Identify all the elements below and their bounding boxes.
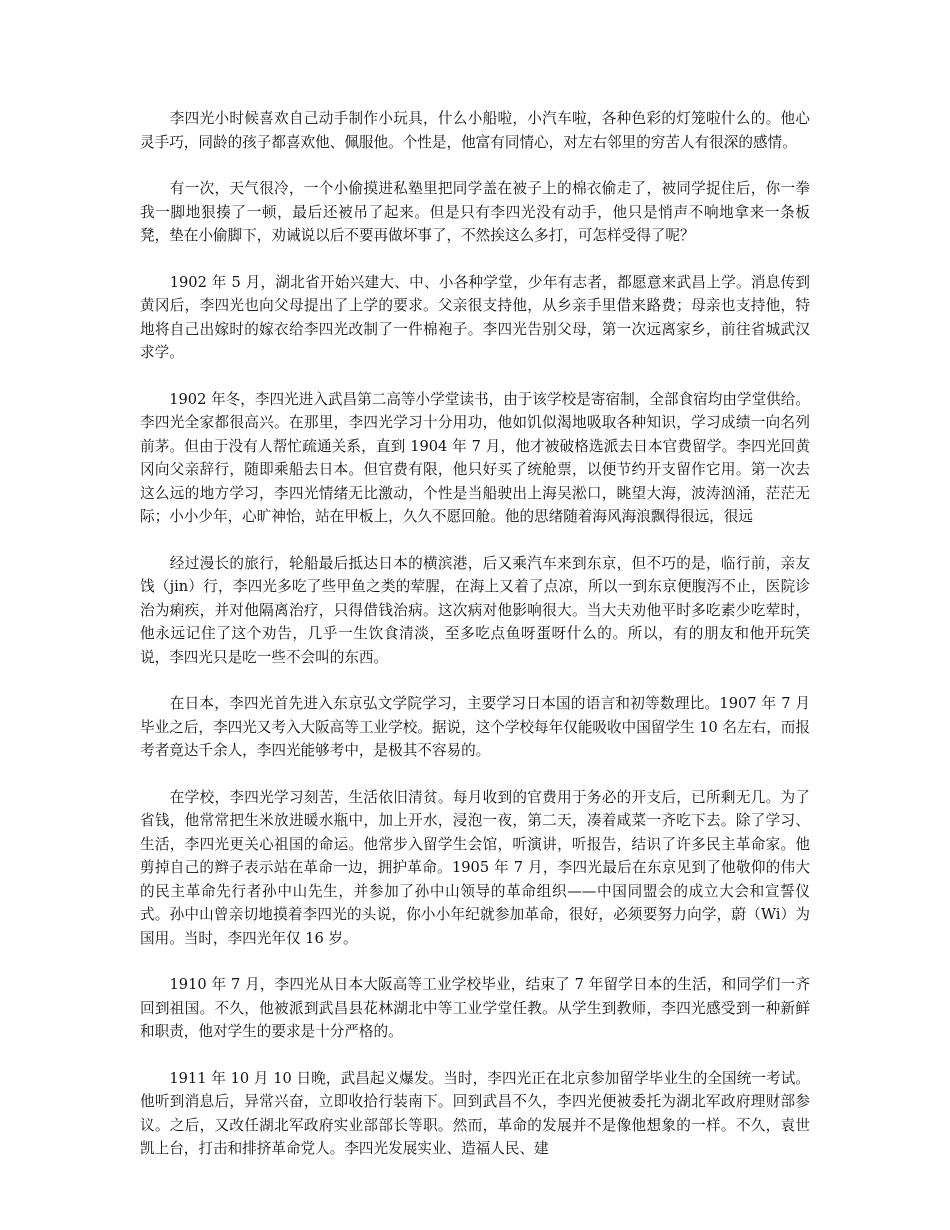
paragraph-1911-uprising: 1911 年 10 月 10 日晚，武昌起义爆发。当时，李四光正在北京参加留学毕业生的全国统一考试。他听到消息后，异常兴奋，立即收拾行装南下。回到武昌不久，李四光便被委托为湖北军政府理财部参议。之后，又改任湖北军政府实业部部长等职。然而，革命的发展并不是像他想象的一样。不久，袁世凯上台，打击和排挤革命党人。李四光发展实业、造福人民、建 — [140, 1069, 810, 1157]
paragraph-study-japan: 在日本，李四光首先进入东京弘文学院学习，主要学习日本国的语言和初等数理比。1907 年 7 月毕业之后，李四光又考入大阪高等工业学校。据说，这个学校每年仅能吸收中国留学生 10 名左右，而报考者竟达千余人，李四光能够考中，是极其不容易的。 — [140, 695, 810, 759]
paragraph-1902-may: 1902 年 5 月，湖北省开始兴建大、中、小各种学堂，少年有志者，都愿意来武昌上学。消息传到黄冈后，李四光也向父母提出了上学的要求。父亲很支持他，从乡亲手里借来路费；母亲也支持他，特地将自己出嫁时的嫁衣给李四光改制了一件棉袍子。李四光告别父母，第一次远离家乡，前往省城武汉求学。 — [140, 273, 810, 361]
paragraph-1902-winter: 1902 年冬，李四光进入武昌第二高等小学堂读书，由于该学校是寄宿制，全部食宿均由学堂供给。李四光全家都很高兴。在那里，李四光学习十分用功，他如饥似渴地吸取各种知识，学习成绩一向名列前茅。但由于没有人帮忙疏通关系，直到 1904 年 7 月，他才被破格选派去日本官费留学。李四光回黄冈向父亲辞行，随即乘船去日本。但官费有限，他只好买了统舱票，以便节约开支留作它用。第一次去这么远的地方学习，李四光情绪无比激动，个性是当船驶出上海吴淞口，眺望大海，波涛汹涌，茫茫无际；小小少年，心旷神怡，站在甲板上，久久不愿回舱。他的思绪随着海风海浪飘得很远，很远 — [140, 390, 810, 525]
paragraph-1910-return: 1910 年 7 月，李四光从日本大阪高等工业学校毕业，结束了 7 年留学日本的生活，和同学们一齐回到祖国。不久，他被派到武昌县花林湖北中等工业学堂任教。从学生到教师，李四光感受到一种新鲜和职责，他对学生的要求是十分严格的。 — [140, 976, 810, 1040]
article-body — [140, 107, 810, 1184]
paragraph-school-life: 在学校，李四光学习刻苦，生活依旧清贫。每月收到的官费用于务必的开支后，已所剩无几。为了省钱，他常常把生米放进暖水瓶中，加上开水，浸泡一夜，第二天，凑着咸菜一齐吃下去。除了学习、生活，李四光更关心祖国的命运。他常步入留学生会馆，听演讲，听报告，结识了许多民主革命家。他剪掉自己的辫子表示站在革命一边，拥护革命。1905 年 7 月，李四光最后在东京见到了他敬仰的伟大的民主革命先行者孙中山先生，并参加了孙中山领导的革命组织——中国同盟会的成立大会和宣誓仪式。孙中山曾亲切地摸着李四光的头说，你小小年纪就参加革命，很好，必须要努力向学，蔚（Wi）为国用。当时，李四光年仅 16 岁。 — [140, 788, 810, 947]
paragraph-arrival-japan: 经过漫长的旅行，轮船最后抵达日本的横滨港，后又乘汽车来到东京，但不巧的是，临行前，亲友饯（jin）行，李四光多吃了些甲鱼之类的荤腥，在海上又着了点凉，所以一到东京便腹泻不止，医院诊治为痢疾，并对他隔离治疗，只得借钱治病。这次病对他影响很大。当大夫劝他平时多吃素少吃荤时，他永远记住了这个劝告，几乎一生饮食清淡，至多吃点鱼呀蛋呀什么的。所以，有的朋友和他开玩笑说，李四光只是吃一些不会叫的东西。 — [140, 554, 810, 666]
paragraph-thief-story: 有一次，天气很冷，一个小偷摸进私塾里把同学盖在被子上的棉衣偷走了，被同学捉住后，你一拳我一脚地狠揍了一顿，最后还被吊了起来。但是只有李四光没有动手，他只是悄声不响地拿来一条板凳，垫在小偷脚下，劝诫说以后不要再做坏事了，不然挨这么多打，可怎样受得了呢？ — [140, 180, 810, 244]
paragraph-childhood: 李四光小时候喜欢自己动手制作小玩具，什么小船啦，小汽车啦，各种色彩的灯笼啦什么的。他心灵手巧，同龄的孩子都喜欢他、佩服他。个性是，他富有同情心，对左右邻里的穷苦人有很深的感情。 — [140, 110, 810, 151]
